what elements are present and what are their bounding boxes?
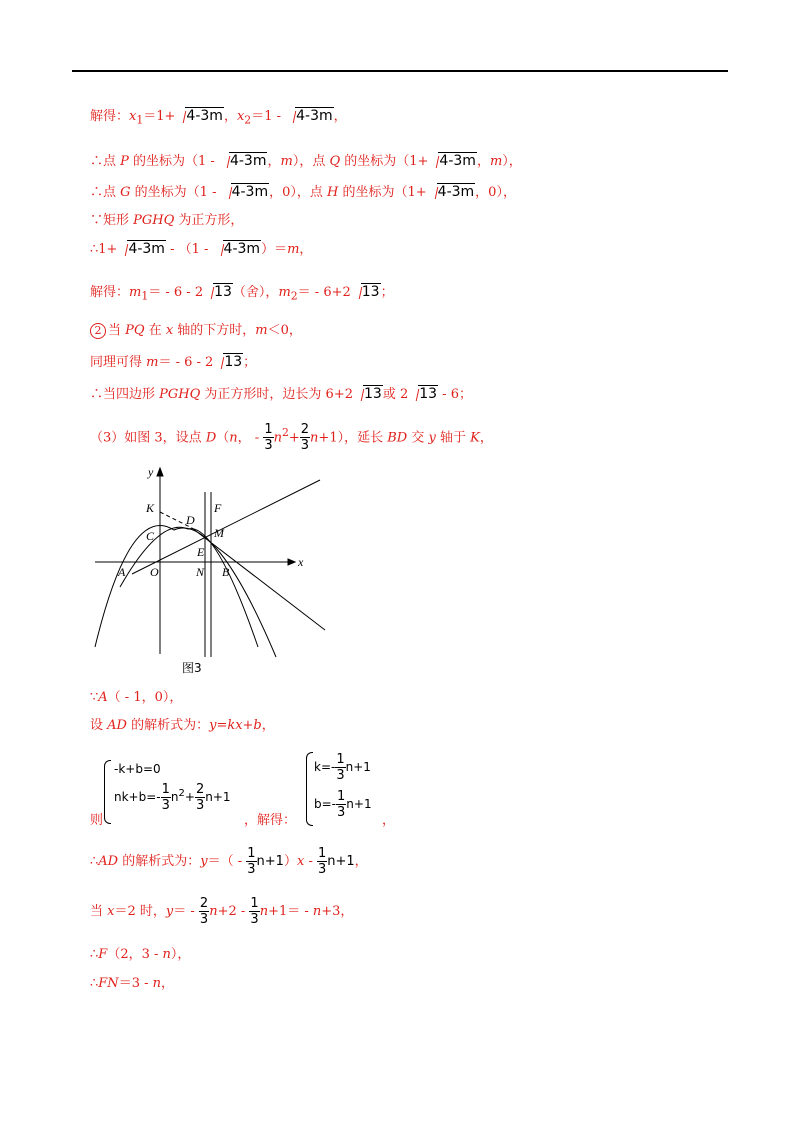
text: 为正方形， xyxy=(174,213,244,228)
solution-line-12 xyxy=(90,717,275,735)
fraction xyxy=(263,422,273,453)
var: m xyxy=(278,285,291,300)
text: 当 xyxy=(90,904,108,919)
label-O: O xyxy=(150,565,159,579)
sqrt-symbol xyxy=(409,385,438,404)
text: -k+b=0 xyxy=(114,762,161,776)
radicand: 13 xyxy=(419,386,438,402)
text: ＝1+ xyxy=(143,109,176,124)
solution-line-13b xyxy=(244,812,296,830)
text: 解得： xyxy=(90,285,130,300)
text: ，解得： xyxy=(244,813,297,828)
var: P xyxy=(120,154,129,169)
label-E: E xyxy=(197,545,205,559)
numerator: 1 xyxy=(161,782,170,797)
sqrt-symbol xyxy=(352,283,381,302)
fraction xyxy=(336,789,346,820)
text: 在 xyxy=(144,323,166,338)
numerator: 1 xyxy=(264,422,273,438)
sqrt-symbol xyxy=(286,107,334,126)
text: 解得： xyxy=(90,109,130,124)
text: ）， xyxy=(502,154,522,169)
text: ＜0， xyxy=(267,323,302,338)
numerator: 2 xyxy=(300,422,310,438)
text: ∴ xyxy=(90,976,99,991)
text: ，0），点 xyxy=(269,185,328,200)
text: ； xyxy=(380,285,394,300)
text: ∴点 xyxy=(90,154,121,169)
label-B: B xyxy=(222,565,230,579)
var: AD xyxy=(107,718,127,733)
radicand: 4-3m xyxy=(437,184,475,200)
text: 的坐标为（1 - xyxy=(130,185,221,200)
var: BD xyxy=(387,430,408,446)
solution-line-16 xyxy=(90,946,190,964)
text: ＝（ - xyxy=(207,854,247,869)
text: +1），延长 xyxy=(318,430,388,446)
text: （ xyxy=(216,430,230,446)
text: ∴ xyxy=(90,854,99,869)
text: 当 xyxy=(108,323,126,338)
text: +3， xyxy=(321,904,354,919)
fraction xyxy=(246,846,256,877)
equation-row-2 xyxy=(314,789,372,820)
equation-row-1 xyxy=(314,752,372,783)
solution-line-14 xyxy=(90,846,368,877)
text: k=- xyxy=(314,760,336,774)
text: +2 - xyxy=(217,904,250,919)
figure-caption: 图3 xyxy=(182,661,202,675)
var: y xyxy=(165,904,174,919)
text: 设 xyxy=(90,718,108,733)
text: ， xyxy=(333,109,347,124)
text: ） xyxy=(283,854,297,869)
var: y xyxy=(200,854,208,869)
sqrt-symbol xyxy=(354,385,383,404)
radicand: 13 xyxy=(214,284,232,300)
text: 的坐标为（1+ xyxy=(340,154,429,169)
var: A xyxy=(98,690,108,705)
text: （ - 1，0）， xyxy=(107,690,183,705)
label-M: M xyxy=(214,526,224,540)
text: 同理可得 xyxy=(90,355,147,370)
numerator: 2 xyxy=(195,782,205,797)
text: ∴当四边形 xyxy=(90,387,160,402)
text: n+1 xyxy=(345,760,371,774)
label-x: x xyxy=(298,555,304,569)
left-brace-icon xyxy=(306,752,313,826)
text: n+1 xyxy=(256,854,284,869)
radicand: 4-3m xyxy=(296,108,333,124)
text: 则 xyxy=(90,813,104,828)
text: nk+b=- xyxy=(114,790,161,804)
var: n xyxy=(162,947,171,962)
radicand: 4-3m xyxy=(128,241,165,257)
fraction xyxy=(317,846,327,877)
system-equations-2 xyxy=(314,752,372,820)
fraction xyxy=(335,752,345,783)
text: ， xyxy=(299,242,313,257)
parabola-wide xyxy=(95,525,276,657)
var: G xyxy=(120,185,131,200)
var: n xyxy=(229,430,238,446)
text: ∵ xyxy=(90,690,99,705)
sqrt-symbol xyxy=(204,283,233,302)
line-BD xyxy=(192,528,325,630)
solution-line-17 xyxy=(90,975,174,993)
solution-line-4 xyxy=(90,212,243,230)
radicand: 4-3m xyxy=(439,153,476,169)
text: 的坐标为（1+ xyxy=(338,185,427,200)
sqrt-symbol xyxy=(214,353,243,372)
sup: 2 xyxy=(178,788,185,799)
numerator: 1 xyxy=(336,752,345,767)
text: ＝2 时， xyxy=(114,904,166,919)
fraction xyxy=(161,782,171,813)
denominator: 3 xyxy=(250,912,259,927)
equation-row-1 xyxy=(114,760,231,778)
fraction xyxy=(300,422,310,453)
var: n xyxy=(259,904,269,919)
denominator: 3 xyxy=(195,798,205,813)
text: - xyxy=(304,854,317,869)
sqrt-symbol xyxy=(214,240,262,259)
text: - 6； xyxy=(438,387,472,402)
text: + xyxy=(184,790,195,804)
text: ∴点 xyxy=(90,185,121,200)
denominator: 3 xyxy=(317,862,327,877)
var: FN xyxy=(98,976,119,991)
text: n+1 xyxy=(327,854,355,869)
numerator: 1 xyxy=(317,846,327,861)
label-N: N xyxy=(196,565,205,579)
radicand: 13 xyxy=(363,386,382,402)
sup: 2 xyxy=(281,426,289,439)
numerator: 1 xyxy=(337,789,346,804)
text: 的解析式为： xyxy=(126,718,210,733)
header-rule xyxy=(72,70,728,72)
equation-row-2 xyxy=(114,782,231,813)
sqrt-symbol xyxy=(220,152,268,171)
radicand: 4-3m xyxy=(229,153,267,169)
var: x xyxy=(107,904,115,919)
sub: 2 xyxy=(290,289,298,303)
sqrt-symbol xyxy=(118,240,166,259)
text: ＝3 - xyxy=(118,976,153,991)
denominator: 3 xyxy=(199,912,209,927)
solution-line-2 xyxy=(90,152,522,171)
solution-line-8 xyxy=(90,353,256,372)
text: 为正方形时，边长为 6+2 xyxy=(200,387,353,402)
var: m xyxy=(280,154,293,169)
label-A: A xyxy=(118,565,126,579)
denominator: 3 xyxy=(337,805,346,820)
solution-line-3 xyxy=(90,183,516,202)
label-D: D xyxy=(186,513,195,527)
text: ， xyxy=(476,154,490,169)
radicand: 4-3m xyxy=(231,184,269,200)
var: x xyxy=(165,323,174,338)
solution-line-10 xyxy=(90,418,493,453)
var: PGHQ xyxy=(133,213,175,228)
text: 的坐标为（1 - xyxy=(128,154,219,169)
var: x xyxy=(129,109,137,124)
var: F xyxy=(98,947,108,962)
var: x xyxy=(236,109,245,124)
var: AD xyxy=(98,854,119,869)
text: ， xyxy=(267,154,281,169)
text: +1＝ - xyxy=(268,904,313,919)
text: 的解析式为： xyxy=(118,854,201,869)
solution-line-6 xyxy=(90,283,394,306)
var: x xyxy=(296,854,305,869)
text: n xyxy=(170,790,179,804)
text: n+1 xyxy=(346,797,372,811)
var: n xyxy=(209,904,218,919)
sqrt-symbol xyxy=(222,183,270,202)
denominator: 3 xyxy=(264,438,273,454)
text: ＝ - 6 - 2 xyxy=(148,285,204,300)
radicand: 13 xyxy=(361,284,380,300)
text: ∴1+ xyxy=(90,242,118,257)
numerator: 1 xyxy=(247,846,256,861)
text: + xyxy=(288,430,300,446)
sub: 1 xyxy=(136,113,144,127)
text: - （1 - xyxy=(165,242,213,257)
var: D xyxy=(205,430,217,446)
fraction xyxy=(195,782,205,813)
system-equations-1 xyxy=(114,760,231,813)
solution-line-5 xyxy=(90,240,312,259)
solution-line-7 xyxy=(90,322,302,340)
text: b=- xyxy=(314,797,337,811)
text: ， xyxy=(261,718,275,733)
text: （舍）， xyxy=(232,285,279,300)
radicand: 4-3m xyxy=(223,241,261,257)
var: K xyxy=(470,430,480,446)
sqrt-symbol xyxy=(428,183,476,202)
circled-number-icon: 2 xyxy=(90,323,106,339)
text: ＝ - 6 - 2 xyxy=(158,355,214,370)
text: ，0）， xyxy=(475,185,516,200)
text: 轴于 xyxy=(435,430,471,446)
sqrt-symbol xyxy=(176,107,224,126)
sqrt-symbol xyxy=(429,152,477,171)
var: H xyxy=(327,185,339,200)
fraction xyxy=(249,896,259,927)
var: y xyxy=(428,430,436,446)
text: ； xyxy=(243,355,257,370)
radicand: 4-3m xyxy=(186,108,223,124)
radicand: 13 xyxy=(224,354,243,370)
denominator: 3 xyxy=(336,768,345,783)
text: ， xyxy=(354,854,368,869)
var: PQ xyxy=(125,323,145,338)
text: ＝ - 6+2 xyxy=(297,285,351,300)
text: 轴的下方时， xyxy=(173,323,256,338)
figure-3-diagram xyxy=(90,462,330,680)
label-C: C xyxy=(146,529,155,543)
sub: 1 xyxy=(141,289,149,303)
text: ， xyxy=(479,430,493,446)
var: Q xyxy=(329,154,341,169)
solution-line-13c xyxy=(382,812,395,830)
var: n xyxy=(310,430,319,446)
numerator: 1 xyxy=(250,896,259,911)
x-axis-arrow-icon xyxy=(288,559,295,565)
text: ）＝ xyxy=(261,242,288,257)
label-F: F xyxy=(214,501,222,515)
y-axis-arrow-icon xyxy=(157,468,163,476)
denominator: 3 xyxy=(247,862,256,877)
text: 交 xyxy=(407,430,429,446)
solution-line-9 xyxy=(90,385,472,404)
label-y: y xyxy=(148,465,154,479)
text: ， - xyxy=(237,430,264,446)
solution-line-11 xyxy=(90,689,182,707)
text: ）， xyxy=(170,947,191,962)
solution-line-15 xyxy=(90,896,353,927)
text: ∵矩形 xyxy=(90,213,134,228)
var: m xyxy=(255,323,268,338)
text: ∴ xyxy=(90,947,99,962)
var: n xyxy=(273,430,282,446)
text: ），点 xyxy=(292,154,330,169)
solution-line-1 xyxy=(90,107,347,130)
text: ， xyxy=(161,976,175,991)
sub: 2 xyxy=(244,113,252,127)
text: ， xyxy=(382,813,396,828)
text: ＝ - xyxy=(173,904,199,919)
var: n xyxy=(312,904,322,919)
var: n xyxy=(152,976,161,991)
text: （3）如图 3，设点 xyxy=(90,430,206,446)
text: （2，3 - xyxy=(107,947,163,962)
denominator: 3 xyxy=(300,438,310,454)
text: ， xyxy=(223,109,237,124)
var: m xyxy=(129,285,142,300)
label-K: K xyxy=(146,501,155,515)
numerator: 2 xyxy=(199,896,209,911)
var: m xyxy=(489,154,503,169)
text: 或 2 xyxy=(382,387,409,402)
fraction xyxy=(199,896,209,927)
var: m xyxy=(146,355,159,370)
var: PGHQ xyxy=(159,387,201,402)
equation: y=kx+b xyxy=(209,718,262,733)
text: n+1 xyxy=(205,790,231,804)
denominator: 3 xyxy=(161,798,170,813)
text: ＝1 - xyxy=(251,109,286,124)
var: m xyxy=(287,242,300,257)
